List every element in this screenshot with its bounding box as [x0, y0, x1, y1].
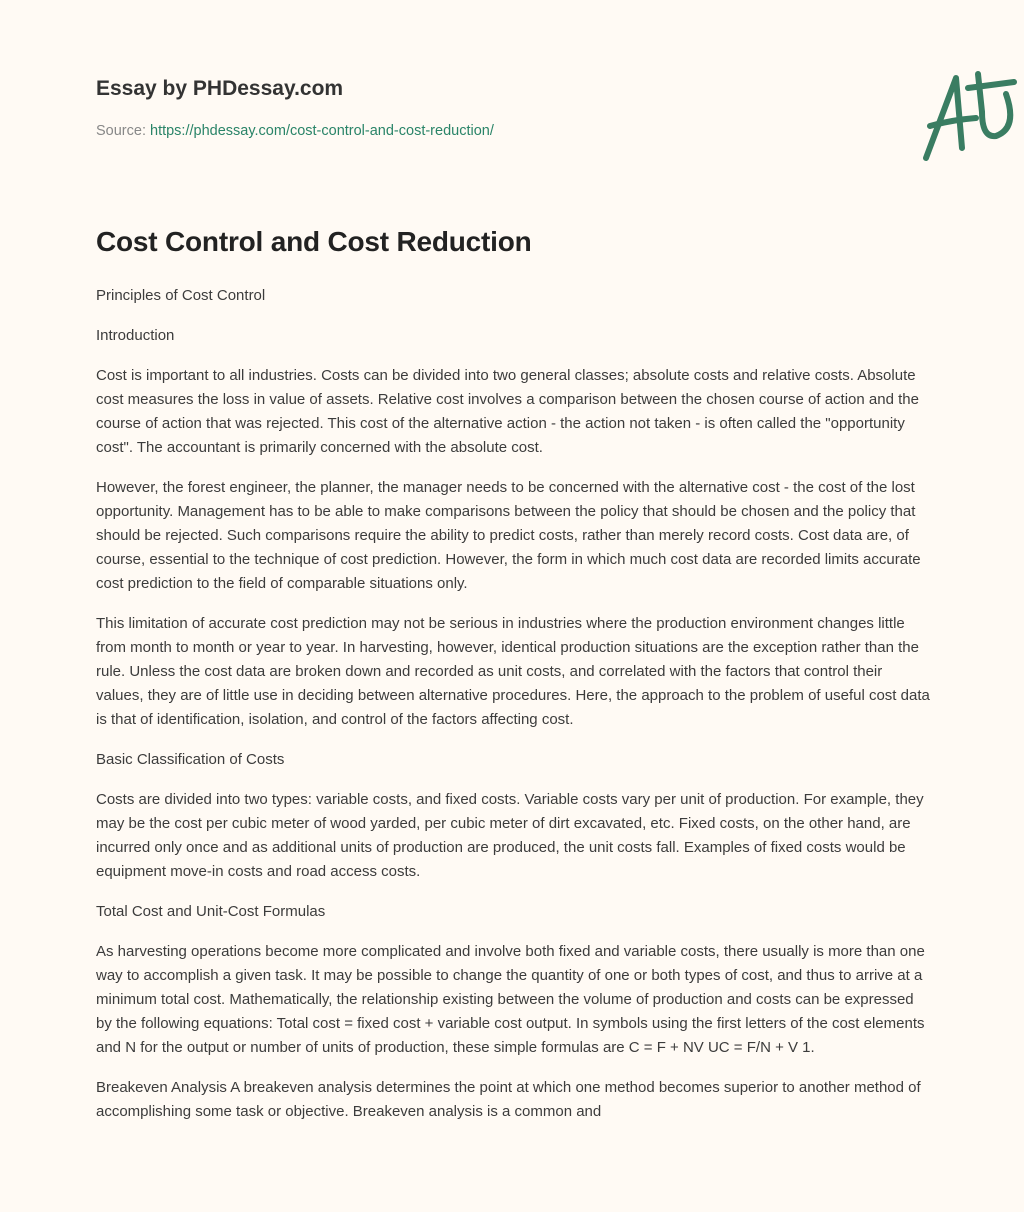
paragraph: This limitation of accurate cost prediction may not be serious in industries where the production environment changes little from month to month or year to year. In harvesting, however, identical production situations are the exception rather than the rule. Unless the cost data are broken down and recorded as unit costs, and correlated with the factors that control their values, they are of little use in deciding between alternative procedures. Here, the approach to the problem of useful cost data is that of identification, isolation, and control of the factors affecting cost.: [96, 615, 930, 728]
paragraph: Cost is important to all industries. Costs can be divided into two general classes; absolute costs and relative costs. Absolute cost measures the loss in value of assets. Relative cost involves a comparison between the chosen course of action and the course of action that was rejected. This cost of the alternative action - the action not taken - is often called the "opportunity cost". The accountant is primarily concerned with the absolute cost.: [96, 367, 919, 456]
a-plus-logo-icon: [916, 68, 1024, 164]
source-link[interactable]: https://phdessay.com/cost-control-and-cost-reduction/: [150, 123, 494, 139]
paragraph: However, the forest engineer, the planner, the manager needs to be concerned with the alternative cost - the cost of the lost opportunity. Management has to be able to make comparisons between the policy that should be chosen and the policy that should be rejected. Such comparisons require the ability to predict costs, rather than merely record costs. Cost data are, of course, essential to the technique of cost prediction. However, the form in which much cost data are recorded limits accurate cost prediction to the field of comparable situations only.: [96, 479, 921, 592]
source-line: [96, 123, 494, 139]
essay-title: Cost Control and Cost Reduction: [96, 226, 532, 257]
subheading: Introduction: [96, 327, 175, 344]
paragraph: Breakeven Analysis A breakeven analysis determines the point at which one method becomes superior to another method of accomplishing some task or objective. Breakeven analysis is a common and: [96, 1079, 921, 1120]
subheading: Total Cost and Unit-Cost Formulas: [96, 903, 326, 920]
paragraph: Costs are divided into two types: variable costs, and fixed costs. Variable costs vary per unit of production. For example, they may be the cost per cubic meter of wood yarded, per cubic meter of dirt excavated, etc. Fixed costs, on the other hand, are incurred only once and as additional units of production are produced, the unit costs fall. Examples of fixed costs would be equipment move-in costs and road access costs.: [96, 791, 924, 880]
subheading: Principles of Cost Control: [96, 287, 266, 304]
essay-body: [96, 284, 932, 1140]
subheading: Basic Classification of Costs: [96, 751, 285, 768]
site-brand: Essay by PHDessay.com: [96, 77, 344, 100]
source-label: Source:: [96, 123, 150, 139]
paragraph: As harvesting operations become more complicated and involve both fixed and variable costs, there usually is more than one way to accomplish a given task. It may be possible to change the quantity of one or both types of cost, and thus to arrive at a minimum total cost. Mathematically, the relationship existing between the volume of production and costs can be expressed by the following equations: Total cost = fixed cost + variable cost output. In symbols using the first letters of the cost elements and N for the output or number of units of production, these simple formulas are C = F + NV UC = F/N + V 1.: [96, 943, 925, 1056]
